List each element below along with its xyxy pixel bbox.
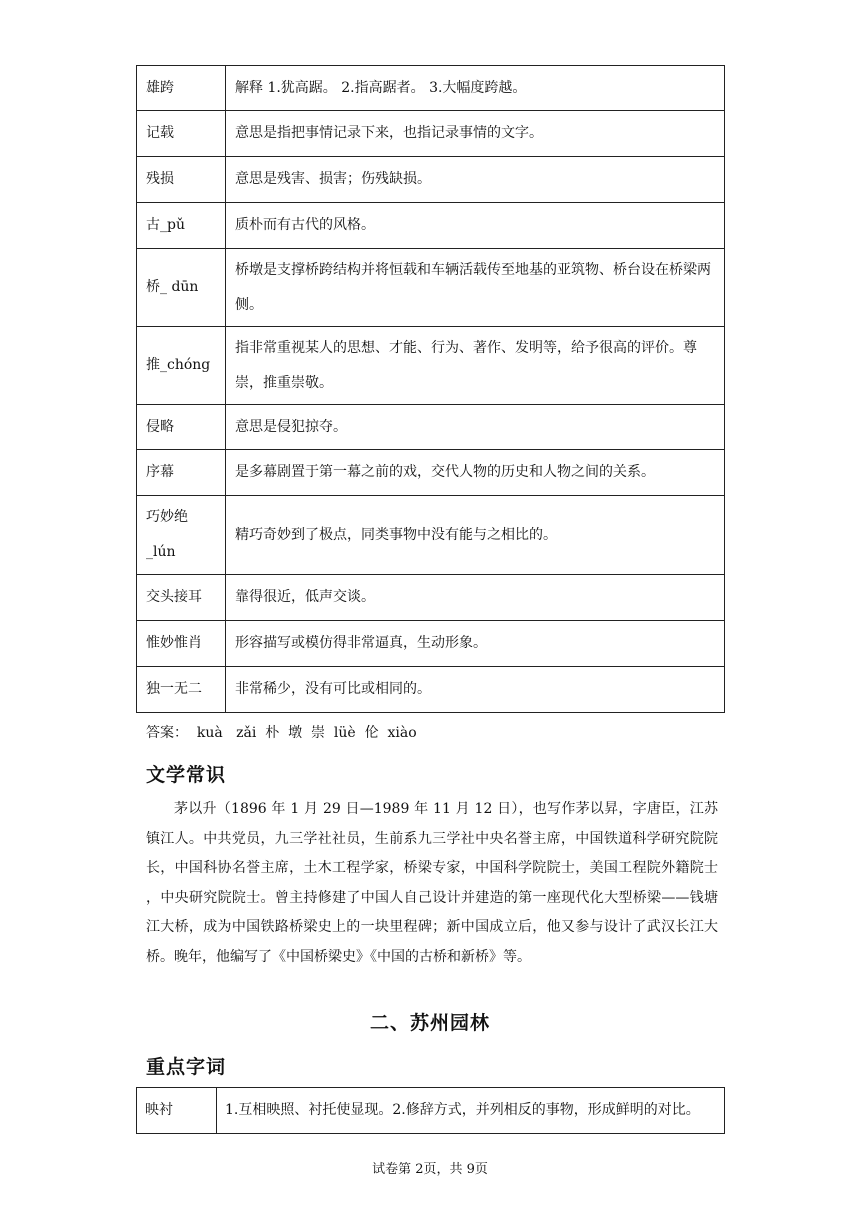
page-footer: 试卷第 2页，共 9页 (372, 1162, 488, 1177)
vocab-definition: 质朴而有古代的风格。 (226, 203, 725, 249)
key-words-heading: 重点字词 (146, 1056, 227, 1078)
key-word-term: 映衬 (137, 1088, 217, 1134)
vocab-term: 推_chóng (137, 327, 226, 405)
vocab-term: 惟妙惟肖 (137, 621, 226, 667)
answer-line (146, 721, 417, 745)
vocab-term: 残损 (137, 157, 226, 203)
vocab-term: 巧妙绝_lún (137, 496, 226, 575)
answer-text: kuà zǎi 朴 墩 崇 lüè 伦 xiào (196, 725, 417, 741)
literature-heading: 文学常识 (146, 764, 227, 786)
vocab-definition: 精巧奇妙到了极点，同类事物中没有能与之相比的。 (226, 496, 725, 575)
key-words-table-body (137, 1088, 725, 1134)
vocab-row (137, 66, 725, 111)
vocab-row (137, 667, 725, 713)
vocab-term: 桥_ dūn (137, 249, 226, 327)
vocab-row (137, 450, 725, 496)
vocab-definition: 指非常重视某人的思想、才能、行为、著作、发明等，给予很高的评价。尊崇，推重崇敬。 (226, 327, 725, 405)
vocab-row (137, 111, 725, 157)
vocab-term: 记载 (137, 111, 226, 157)
vocab-term: 古_pǔ (137, 203, 226, 249)
key-word-definition: 1.互相映照、衬托使显现。2.修辞方式，并列相反的事物，形成鲜明的对比。 (217, 1088, 725, 1134)
vocab-definition: 意思是侵犯掠夺。 (226, 405, 725, 450)
vocab-term: 交头接耳 (137, 575, 226, 621)
vocab-definition: 意思是残害、损害；伤残缺损。 (226, 157, 725, 203)
vocab-definition: 非常稀少，没有可比或相同的。 (226, 667, 725, 713)
vocab-row (137, 405, 725, 450)
vocab-definition: 是多幕剧置于第一幕之前的戏，交代人物的历史和人物之间的关系。 (226, 450, 725, 496)
answer-label: 答案： (146, 725, 188, 741)
vocab-term: 侵略 (137, 405, 226, 450)
vocab-definition: 靠得很近，低声交谈。 (226, 575, 725, 621)
vocab-row (137, 575, 725, 621)
key-words-row (137, 1088, 725, 1134)
vocab-definition: 解释 1.犹高踞。 2.指高踞者。 3.大幅度跨越。 (226, 66, 725, 111)
vocab-row (137, 249, 725, 327)
vocab-row (137, 327, 725, 405)
vocab-row (137, 157, 725, 203)
vocab-definition: 桥墩是支撑桥跨结构并将恒载和车辆活载传至地基的亚筑物、桥台设在桥梁两侧。 (226, 249, 725, 327)
vocab-row (137, 496, 725, 575)
key-words-table (136, 1087, 725, 1134)
vocab-term: 独一无二 (137, 667, 226, 713)
literature-paragraph: 茅以升（1896 年 1 月 29 日—1989 年 11 月 12 日），也写作茅以昇，字唐臣，江苏镇江人。中共党员，九三学社社员，生前系九三学社中央名誉主席，中国铁道科学研究院院长，中国科协名誉主席，土木工程学家，桥梁专家，中国科学院院士，美国工程院外籍院士 ，中央研究院院士。曾主持修建了中国人自己设计并建造的第一座现代化大型桥梁——钱塘江大桥，成为中国铁路桥梁史上的一块里程碑；新中国成立后，他又参与设计了武汉长江大桥。晚年，他编写了《中国桥梁史》《中国的古桥和新桥》等。 (146, 801, 718, 965)
vocab-row (137, 621, 725, 667)
vocab-row (137, 203, 725, 249)
vocab-definition: 意思是指把事情记录下来，也指记录事情的文字。 (226, 111, 725, 157)
vocab-definition: 形容描写或模仿得非常逼真，生动形象。 (226, 621, 725, 667)
vocab-term: 序幕 (137, 450, 226, 496)
chapter-title: 二、苏州园林 (369, 1012, 490, 1034)
vocab-term: 雄跨 (137, 66, 226, 111)
vocab-table (136, 65, 725, 713)
vocab-table-body (137, 66, 725, 713)
